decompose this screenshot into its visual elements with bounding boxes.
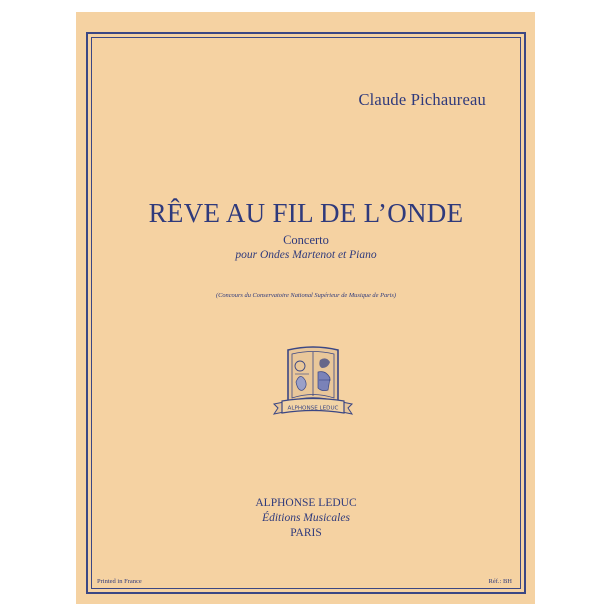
publisher-name: ALPHONSE LEDUC	[255, 497, 357, 509]
outer-frame	[86, 32, 526, 594]
reference-code: Réf.: BH	[488, 578, 512, 585]
publisher-block	[92, 496, 520, 541]
publisher-logo-icon	[270, 346, 356, 422]
instrumentation: pour Ondes Martenot et Piano	[235, 249, 377, 261]
publisher-line2: Éditions Musicales	[262, 512, 350, 524]
composer-name: Claude Pichaureau	[358, 90, 486, 109]
score-cover	[76, 12, 535, 604]
publisher-city: PARIS	[290, 527, 322, 539]
contest-note: (Concours du Conservatoire National Supérieur de Musique de Paris)	[215, 292, 397, 299]
printed-in-note: Printed in France	[97, 578, 142, 585]
logo-text: ALPHONSE LEDUC	[287, 405, 339, 412]
work-subtitle: Concerto	[283, 233, 329, 247]
work-title: RÊVE AU FIL DE L’ONDE	[148, 198, 464, 228]
inner-frame	[91, 37, 521, 589]
